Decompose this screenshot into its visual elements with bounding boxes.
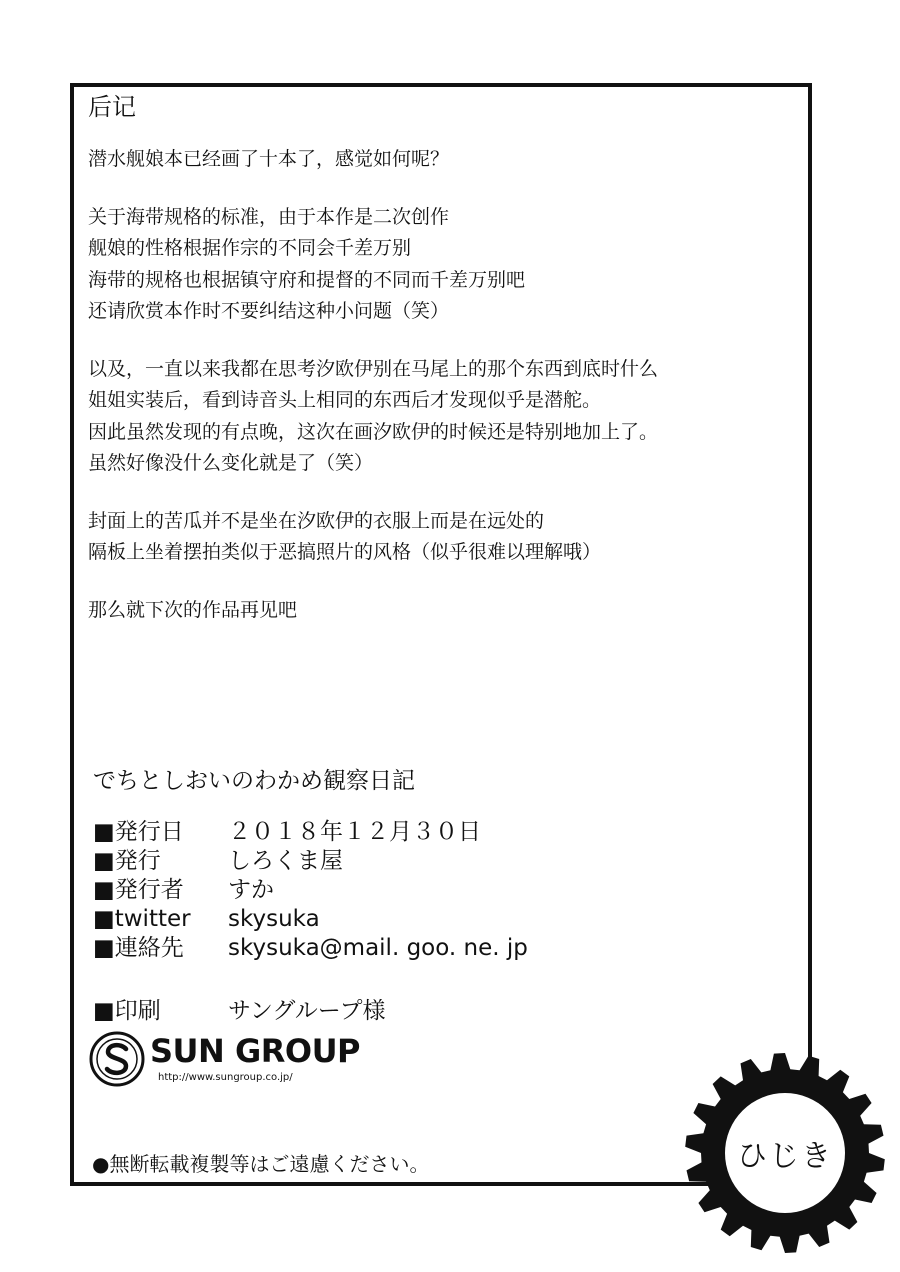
sun-group-logo <box>88 1030 378 1090</box>
info-value: サングループ様 <box>228 998 386 1024</box>
afterword-line: 潜水舰娘本已经画了十本了，感觉如何呢？ <box>88 148 450 170</box>
info-value: ２０１８年１２月３０日 <box>228 819 481 845</box>
circle-badge-label: ひじき <box>737 1139 833 1174</box>
afterword-section <box>88 92 788 652</box>
afterword-paragraph <box>88 202 788 328</box>
afterword-line: 以及，一直以来我都在思考汐欧伊别在马尾上的那个东西到底时什么 <box>88 357 659 380</box>
info-value: skysuka <box>228 906 320 932</box>
afterword-line: 还请欣赏本作时不要纠结这种小问题（笑） <box>88 300 450 322</box>
info-label: ■印刷 <box>93 998 161 1024</box>
afterword-line: 舰娘的性格根据作宗的不同会千差万别 <box>88 237 412 259</box>
info-row-printer <box>93 997 713 1026</box>
info-row-release-date <box>93 818 713 847</box>
info-value: skysuka@mail. goo. ne. jp <box>228 935 528 961</box>
colophon <box>93 766 713 1026</box>
afterword-paragraph <box>88 506 788 569</box>
sun-group-wordmark: SUN GROUP <box>150 1032 360 1070</box>
afterword-paragraph <box>88 144 788 176</box>
afterword-paragraph <box>88 354 788 480</box>
info-row-publisher <box>93 847 713 876</box>
sun-group-mark-icon <box>88 1030 146 1088</box>
afterword-line: 隔板上坐着摆拍类似于恶搞照片的风格（似乎很难以理解哦） <box>88 541 602 563</box>
info-row-author <box>93 876 713 905</box>
info-label: ■発行 <box>93 848 161 874</box>
afterword-title: 后记 <box>88 93 136 121</box>
afterword-line: 关于海带规格的标准，由于本作是二次创作 <box>88 205 450 228</box>
afterword-line: 封面上的苦瓜并不是坐在汐欧伊的衣服上而是在远处的 <box>88 509 545 532</box>
info-row-twitter <box>93 905 713 934</box>
copyright-notice: ●無断転載複製等はご遠慮ください。 <box>92 1152 430 1176</box>
sun-group-url: http://www.sungroup.co.jp/ <box>158 1072 293 1083</box>
afterword-line: 姐姐实装后，看到诗音头上相同的东西后才发现似乎是潜舵。 <box>88 389 602 411</box>
afterword-line: 因此虽然发现的有点晚，这次在画汐欧伊的时候还是特别地加上了。 <box>88 420 659 443</box>
book-title: でちとしおいのわかめ観察日記 <box>93 768 415 794</box>
afterword-line: 海带的规格也根据镇守府和提督的不同而千差万别吧 <box>88 268 526 291</box>
afterword-line: 虽然好像没什么变化就是了（笑） <box>88 452 374 474</box>
info-value: すか <box>228 877 274 903</box>
info-label: ■連絡先 <box>93 935 184 961</box>
info-value: しろくま屋 <box>228 848 343 874</box>
info-label: ■twitter <box>93 906 191 932</box>
info-label: ■発行者 <box>93 877 184 903</box>
afterword-paragraph <box>88 595 788 627</box>
afterword-line: 那么就下次的作品再见吧 <box>88 598 298 621</box>
info-row-contact <box>93 934 713 963</box>
info-label: ■発行日 <box>93 819 184 845</box>
